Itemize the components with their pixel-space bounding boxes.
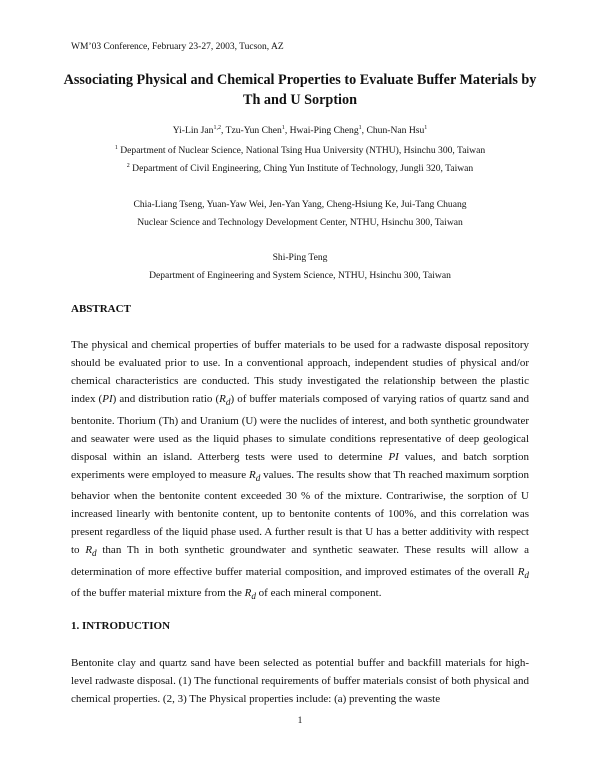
author-affil-mark: 1: [424, 124, 428, 131]
paper-title: [60, 70, 540, 110]
title-line-1: Associating Physical and Chemical Properties to Evaluate Buffer Materials by: [63, 72, 537, 88]
author-group-3: [60, 249, 540, 285]
author-affil-mark: 1: [281, 124, 285, 131]
author-group-2: [60, 196, 540, 232]
group-3-affiliation: Department of Engineering and System Science, NTHU, Hsinchu 300, Taiwan: [149, 270, 451, 281]
author-name: Tzu-Yun Chen: [225, 125, 282, 136]
abstract-heading: ABSTRACT: [71, 303, 131, 315]
page-number: 1: [297, 716, 303, 726]
author-affil-mark: 1: [358, 124, 362, 131]
introduction-text: Bentonite clay and quartz sand have been selected as potential buffer and backfill materials for high-level radwaste disposal. (1) The functional requirements of buffer materials consist of both physical and chemical properties. (2, 3) The Physical properties include: (a) preventing the waste: [71, 657, 529, 706]
author-affil-mark: 1,2: [213, 124, 221, 131]
group-3-names: Shi-Ping Teng: [272, 252, 328, 263]
author-name: Chun-Nan Hsu: [366, 125, 425, 136]
author-name: Hwai-Ping Cheng: [289, 125, 359, 136]
title-line-2: Th and U Sorption: [243, 92, 357, 108]
group-2-affiliation: Nuclear Science and Technology Development Center, NTHU, Hsinchu 300, Taiwan: [137, 217, 463, 228]
affiliation-list: [60, 142, 540, 178]
conference-header: WM’03 Conference, February 23-27, 2003, Tucson, AZ: [71, 42, 284, 52]
introduction-heading: 1. INTRODUCTION: [71, 620, 171, 632]
abstract-text: The physical and chemical properties of buffer materials to be used for a radwaste disposal repository should be evaluated prior to use. In a conventional approach, independent studies of physical and/or chemical characteristics are conducted. This study investigated the relationship between the plastic index (PI) and distribution ratio $(R_d)$ of buffer materials composed of varying ratios of quartz sand and bentonite. Thorium (Th) and Uranium (U) were the nuclides of interest, and both synthetic groundwater and seawater were used as the liquid phases to simulate conditions representative of deep geological disposal within an island. Atterberg tests were used to determine PI values, and batch sorption experiments were employed to measure $R_d$ values. The results show that Th reached maximum sorption behavior when the bentonite content exceeded 30 % of the mixture. Contrariwise, the sorption of U increased linearly with bentonite content, up to bentonite contents of 100%, and this correlation was present regardless of the liquid phase used. A further result is that U has a better additivity with respect to $R_d$ than Th in both synthetic groundwater and synthetic seawater. These results will allow a determination of more effective buffer material composition, and improved estimates of the overall $R_d$ of the buffer material mixture from the $R_d$ of each mineral component.: [71, 339, 530, 602]
group-2-names: Chia-Liang Tseng, Yuan-Yaw Wei, Jen-Yan Yang, Cheng-Hsiung Ke, Jui-Tang Chuang: [133, 199, 467, 210]
affiliation-line: $^1$ Department of Nuclear Science, National Tsing Hua University (NTHU), Hsinchu 300, Taiwan: [114, 144, 486, 156]
affiliation-line: $^2$ Department of Civil Engineering, Ching Yun Institute of Technology, Jungli 320, Taiwan: [126, 162, 474, 174]
author-list: Yi-Lin Jan$^{1,2}$, Tzu-Yun Chen$^1$, Hwai-Ping Cheng$^1$, Chun-Nan Hsu$^1$: [172, 124, 428, 136]
author-name: Yi-Lin Jan: [172, 125, 214, 136]
